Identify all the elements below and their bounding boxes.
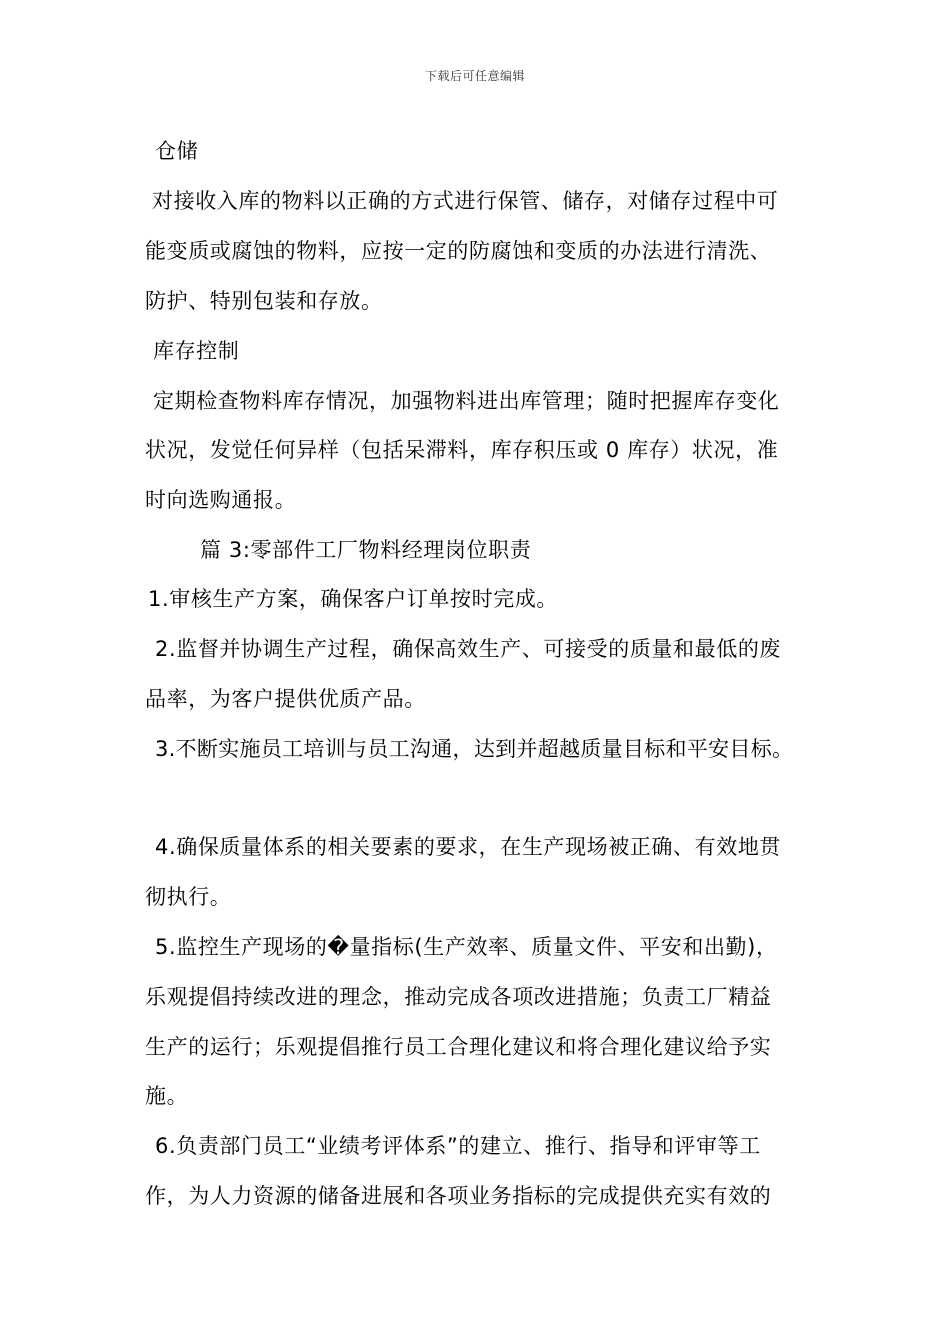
paragraph-line: 品率，为客户提供优质产品。 xyxy=(145,687,426,711)
list-item: 4.确保质量体系的相关要素的要求，在生产现场被正确、有效地贯 xyxy=(155,835,782,859)
paragraph-line: 状况，发觉任何异样（包括呆滞料，库存积压或 0 库存）状况，准 xyxy=(145,438,779,462)
paragraph-line: 彻执行。 xyxy=(145,885,232,909)
paragraph-line: 乐观提倡持续改进的理念，推动完成各项改进措施；负责工厂精益 xyxy=(145,985,772,1009)
list-item: 2.监督并协调生产过程，确保高效生产、可接受的质量和最低的废 xyxy=(155,637,782,661)
list-item: 1.审核生产方案，确保客户订单按时完成。 xyxy=(148,587,559,611)
header-note: 下载后可任意编辑 xyxy=(424,69,525,83)
paragraph-line: 防护、特别包装和存放。 xyxy=(145,289,383,313)
paragraph-line: 定期检查物料库存情况，加强物料进出库管理；随时把握库存变化 xyxy=(153,389,780,413)
list-item: 5.监控生产现场的�量指标(生产效率、质量文件、平安和出勤)， xyxy=(155,935,778,959)
paragraph-line: 能变质或腐蚀的物料，应按一定的防腐蚀和变质的办法进行清洗、 xyxy=(145,239,772,263)
list-item: 3.不断实施员工培训与员工沟通，达到并超越质量目标和平安目标。 xyxy=(155,737,794,761)
list-item: 6.负责部门员工“业绩考评体系”的建立、推行、指导和评审等工 xyxy=(155,1134,761,1158)
section-heading-storage: 仓储 xyxy=(155,139,199,163)
paragraph-line: 对接收入库的物料以正确的方式进行保管、储存，对储存过程中可 xyxy=(152,189,779,213)
section-heading-inventory: 库存控制 xyxy=(153,339,240,363)
chapter-heading: 篇 3:零部件工厂物料经理岗位职责 xyxy=(200,538,532,562)
paragraph-line: 时向选购通报。 xyxy=(145,488,297,512)
paragraph-line: 作，为人力资源的储备进展和各项业务指标的完成提供充实有效的 xyxy=(145,1184,772,1208)
paragraph-line: 生产的运行；乐观提倡推行员工合理化建议和将合理化建议给予实 xyxy=(145,1035,772,1059)
paragraph-line: 施。 xyxy=(145,1084,189,1108)
